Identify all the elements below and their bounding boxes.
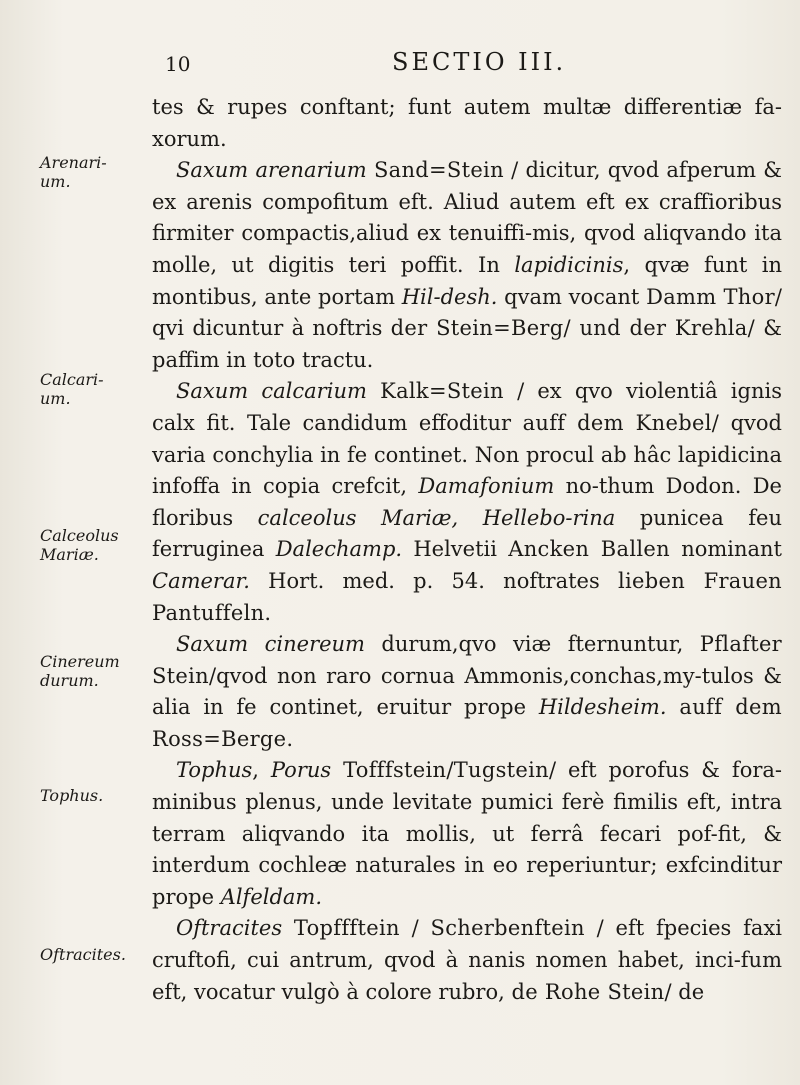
german-term: Ancken Ballen (508, 537, 670, 562)
german-term: Pflafter Stein (152, 632, 783, 688)
running-head: SECTIO III. (392, 48, 567, 76)
paragraph-continuation (152, 92, 782, 155)
german-term: Topffftein (293, 916, 400, 941)
page-number: 10 (165, 52, 191, 76)
text-run: /qvod non raro cornua Ammonis,conchas,my-tulos & alia in fe continet, eruitur prope (152, 663, 782, 720)
text-run: / qvi dicuntur à noftris (152, 284, 782, 341)
text-run (367, 158, 374, 182)
german-term: Damm Thor (646, 284, 775, 309)
latin-term: Saxum arenarium (176, 158, 367, 183)
text-run: no-thum Dodon. De floribus (152, 474, 782, 530)
margin-note-arenarium: Arenari-um. (40, 153, 107, 191)
text-run: punicea feu ferruginea (152, 505, 782, 562)
text-run: tes & rupes conftant; funt autem multæ differentiæ fa-xorum. (152, 95, 782, 151)
text-run: / eft fpecies faxi cruftofi, cui antrum, qvod à nanis nomen habet, inci-fum eft, vocatur vulgò à colore rubro, (152, 916, 782, 1004)
german-term: Tofffstein/Tugstein (343, 758, 549, 783)
latin-term: Hildesheim. (538, 695, 667, 720)
latin-term: Dalechamp. (275, 537, 403, 562)
paragraph-entry (152, 913, 782, 1008)
german-term: de Rohe Stein (511, 979, 665, 1004)
margin-note-cinereum: Cinereum durum. (40, 652, 120, 690)
latin-term: Tophus (176, 758, 253, 783)
text-run: / (399, 916, 431, 941)
margin-note-calcarium: Calcari-um. (40, 370, 104, 408)
paragraph-entry (152, 629, 782, 755)
text-run (282, 916, 294, 940)
text-run: / dicitur, qvod afperum & ex arenis compofitum eft. Aliud autem eft ex craffioribus firmiter compactis,aliud ex tenuiffi-mis, qvod aliqvando ita molle, ut digitis teri poffit. In (152, 158, 782, 277)
text-run: & paffim in toto tractu. (152, 316, 782, 372)
text-run: qvam vocant (497, 284, 647, 309)
margin-note-ostracites: Oftracites. (40, 945, 126, 964)
text-run (667, 695, 680, 719)
german-term: Scherbenftein (430, 916, 585, 941)
german-term: der Stein=Berg/ und der Krehla/ (390, 316, 755, 341)
page-header (165, 46, 605, 80)
german-term: Kalk=Stein (380, 379, 504, 404)
latin-term: Camerar. (152, 568, 250, 593)
text-run: / eft porofus & fora-minibus plenus, unde levitate pumici ferè fimilis eft, intra terram aliqvando ita mollis, ut ferrâ fecari pof-fit, & interdum cochleæ naturales in eo reperiuntur; exfcinditur prope (152, 758, 782, 909)
latin-term: Oftracites (176, 916, 283, 941)
text-run (367, 379, 380, 403)
margin-note-tophus: Tophus. (40, 786, 104, 805)
latin-term: Damafonium (418, 474, 555, 499)
paragraph-entry (152, 155, 782, 376)
latin-term: lapidicinis (514, 252, 624, 277)
margin-note-calceolus: Calceolus Mariæ. (40, 526, 119, 564)
latin-term: Porus (270, 758, 332, 783)
paragraph-entry (152, 376, 782, 629)
text-run: Hort. med. p. 54. noftrates (249, 568, 618, 593)
german-term: auff dem Ross=Berge. (152, 695, 782, 751)
text-run: Helvetii (402, 537, 509, 562)
latin-term: Hil-desh. (401, 284, 498, 309)
body-text (152, 92, 782, 1008)
german-term: auff dem Knebel/ (522, 410, 720, 435)
latin-term: Alfeldam. (220, 884, 323, 909)
paragraph-entry (152, 755, 782, 913)
text-run: nominant (669, 537, 782, 562)
text-run: / ex qvo violentiâ ignis calx fit. Tale candidum effoditur (152, 379, 782, 435)
text-run (331, 758, 343, 782)
latin-term: Saxum calcarium (176, 379, 367, 404)
latin-term: calceolus Mariæ, Hellebo-rina (257, 505, 616, 530)
text-run: , qvæ funt in montibus, ante portam (152, 252, 783, 309)
german-term: Sand=Stein (373, 158, 504, 183)
text-run: qvod varia conchylia in fe continet. Non procul ab hâc lapidicina infoffa in copia crefcit, (152, 410, 782, 499)
german-term: lieben Frauen Pantuffeln. (152, 568, 782, 625)
latin-term: Saxum cinereum (176, 632, 365, 657)
text-run: durum,qvo viæ fternuntur, (364, 632, 700, 657)
text-run: , (252, 758, 271, 783)
text-run: / de (664, 979, 705, 1004)
